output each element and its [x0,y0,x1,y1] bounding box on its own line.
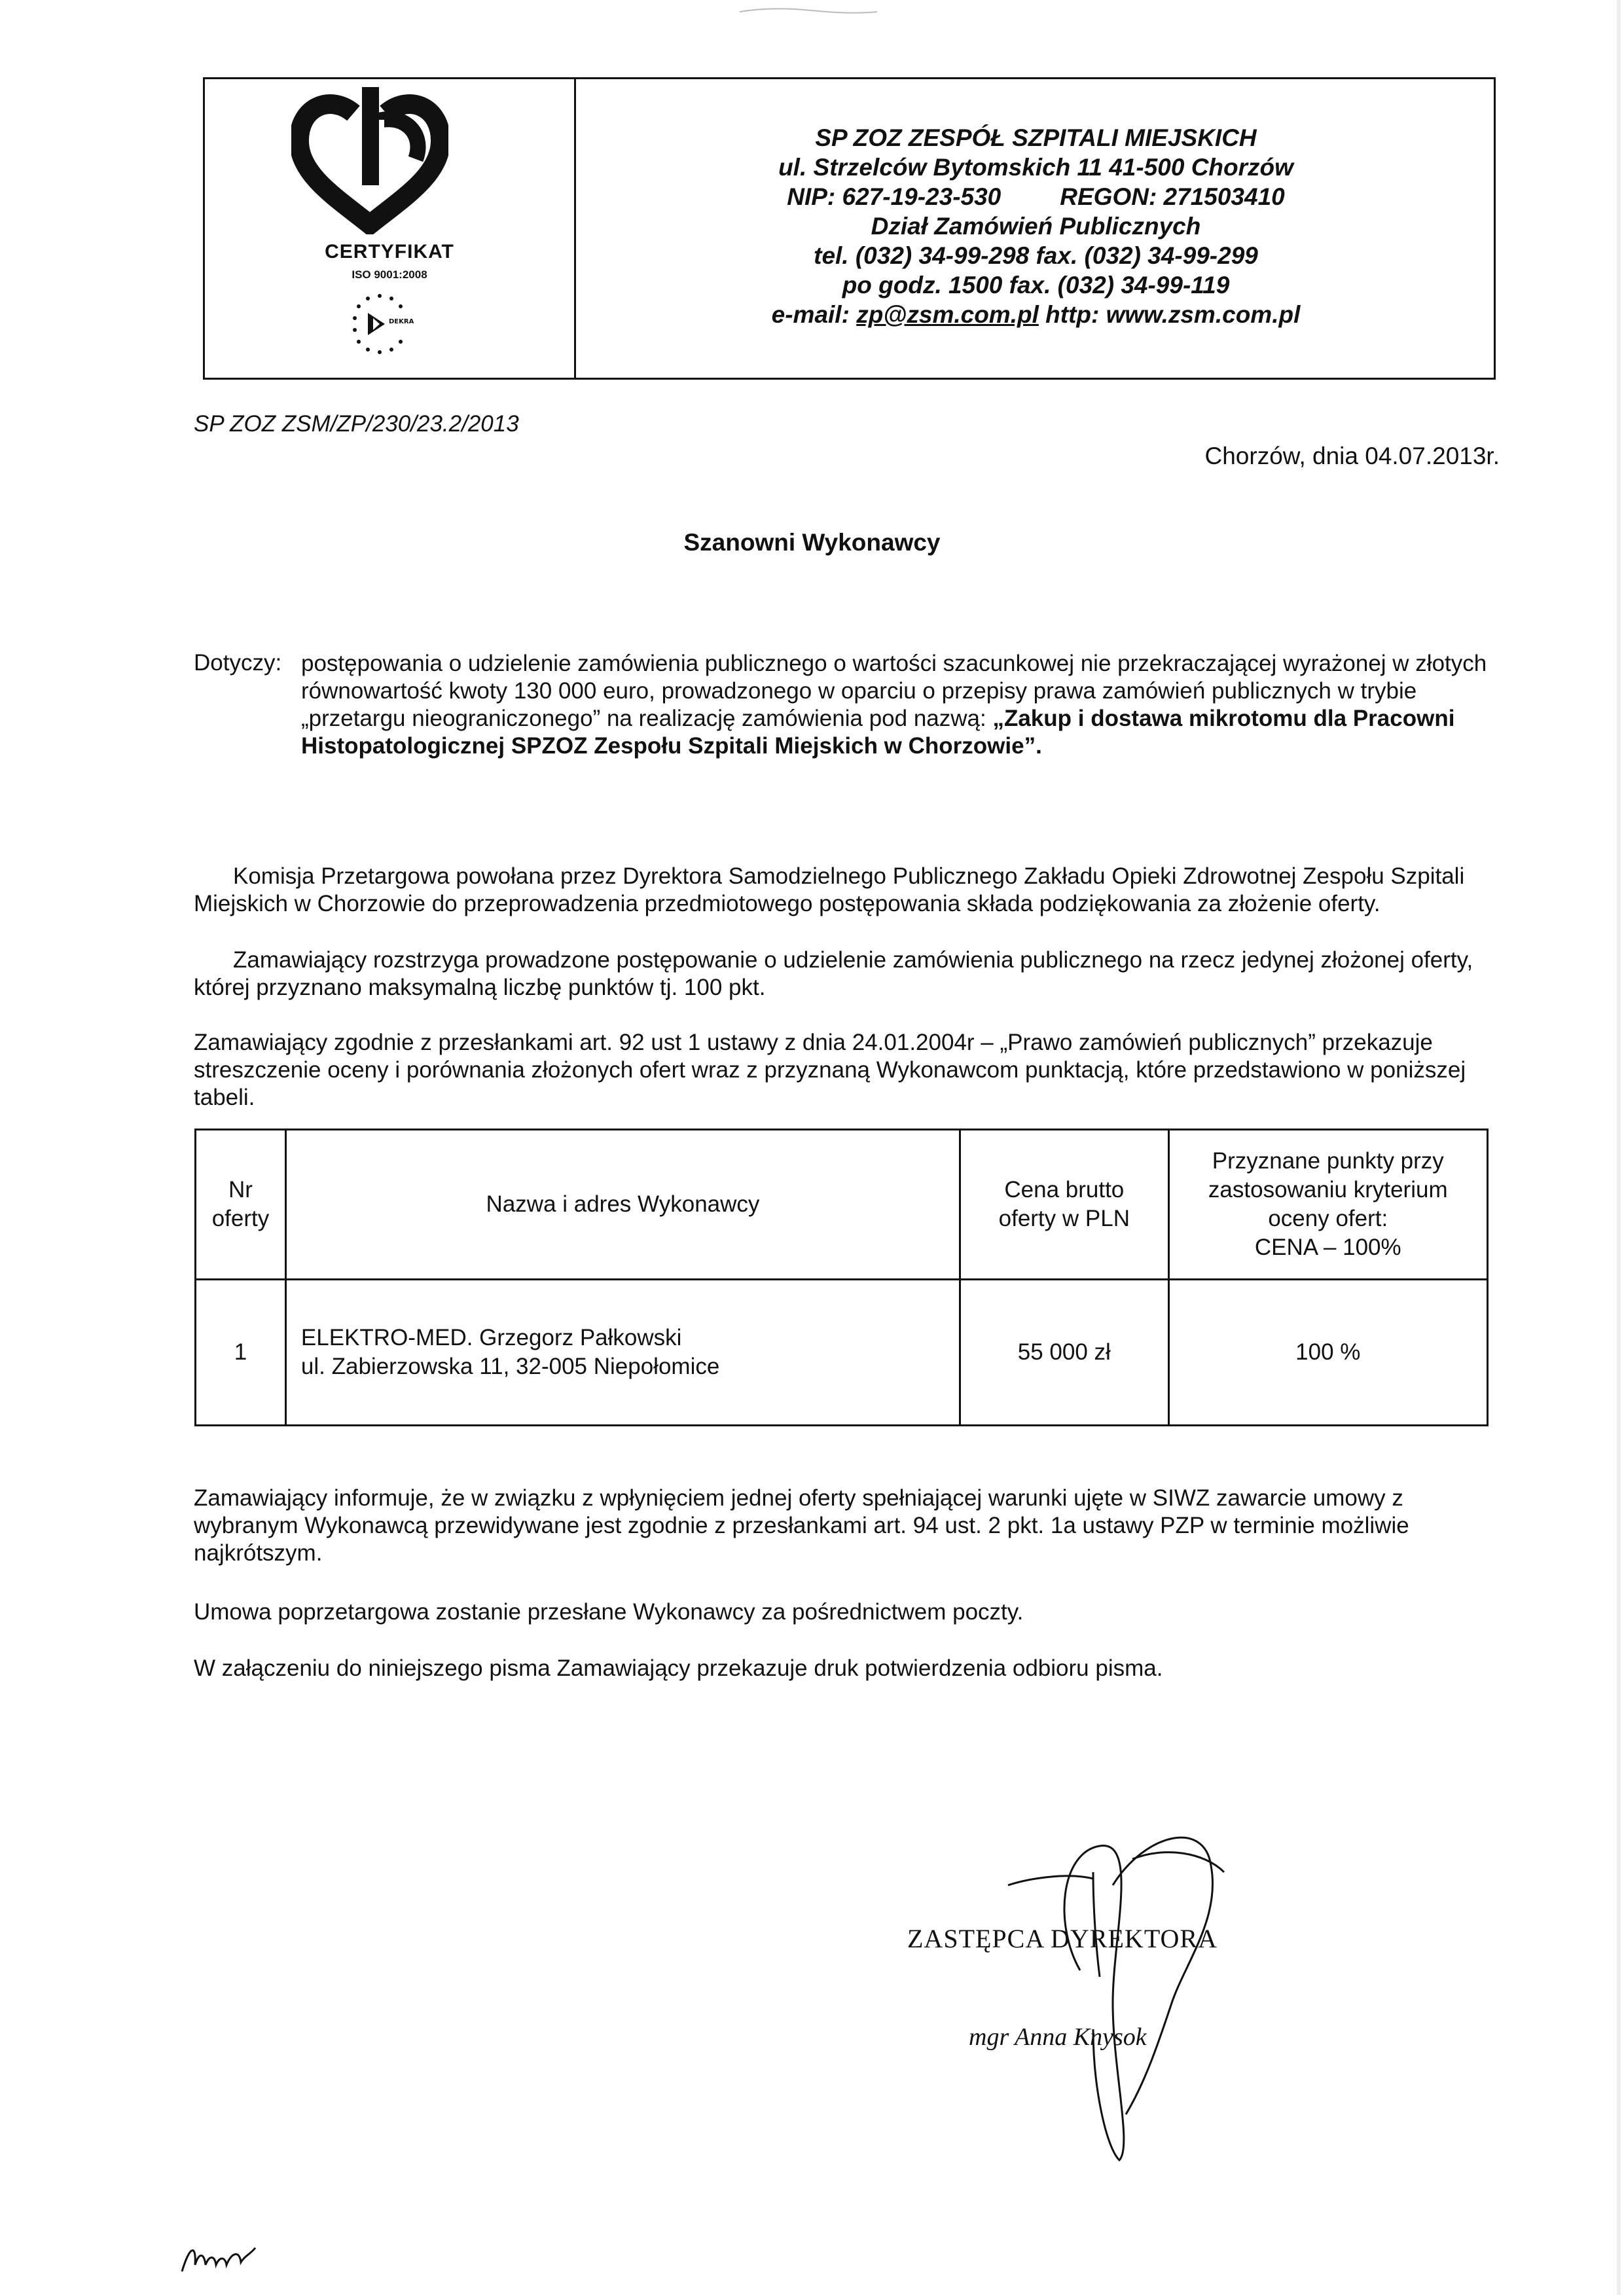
dekra-certification-icon [340,288,419,360]
header-price: Cena brutto oferty w PLN [960,1130,1169,1280]
scan-mark [733,4,929,17]
institution-address: ul. Strzelców Bytomskich 11 41-500 Chorzów [778,154,1293,181]
phone-fax: tel. (032) 34-99-298 fax. (032) 34-99-299 [814,242,1258,269]
subject-title: „Zakup i dostawa mikrotomu dla Pracowni Histopatologicznej SPZOZ Zespołu Szpitali Miejskich w Chorzowie”. [301,706,1455,759]
dekra-label: DEKRA [389,318,414,325]
paragraph-commission: Komisja Przetargowa powołana przez Dyrektora Samodzielnego Publicznego Zakładu Opieki Zdrowotnej Zespołu Szpitali Miejskich w Chorzowie do przeprowadzenia przedmiotowego postępowania składa podziękowania za złożenie oferty. [194,863,1465,916]
contractor-cell [285,1280,960,1426]
email-link[interactable]: zp@zsm.com.pl [856,301,1039,328]
regon-number: REGON: 271503410 [1060,183,1285,210]
paragraph-attachment: W załączeniu do niniejszego pisma Zamawiający przekazuje druk potwierdzenia odbioru pisma. [194,1655,1163,1681]
email-label: e-mail: [771,301,850,328]
header-offer-number: Nr oferty [196,1130,286,1280]
scan-edge [1617,0,1621,2295]
contact-line [576,300,1496,329]
subject-body: postępowania o udzielenie zamówienia publicznego o wartości szacunkowej nie przekraczającej wyrażonej w złotych równowartość kwoty 130 000 euro, prowadzonego w oparciu o przepisy prawa zamówień publicznych w trybie „przetargu nieograniczonego” na realizację zamówienia pod nazwą: [301,651,1487,731]
header-contractor: Nazwa i adres Wykonawcy [285,1130,960,1280]
reference-number: SP ZOZ ZSM/ZP/230/23.2/2013 [194,411,519,437]
certificate-label: CERTYFIKAT [325,241,454,262]
contractor-name: ELEKTRO-MED. Grzegorz Pałkowski [300,1325,682,1350]
paragraph-summary: Zamawiający zgodnie z przesłankami art. 92 ust 1 ustawy z dnia 24.01.2004r – „Prawo zamówień publicznych” przekazuje streszczenie oceny i porównania złożonych ofert wraz z przyznaną Wykonawcom punktacją, które przedstawiono w poniższej tabeli. [194,1030,1466,1110]
table-row [196,1280,1488,1426]
handwritten-initials-icon [177,2239,262,2278]
paragraph-decision: Zamawiający rozstrzyga prowadzone postępowanie o udzielenie zamówienia publicznego na rzecz jedynej złożonej oferty, której przyznano maksymalną liczbę punktów tj. 100 pkt. [194,947,1473,1000]
offer-number: 1 [196,1280,286,1426]
paragraph-contract: Zamawiający informuje, że w związku z wpłynięciem jednej oferty spełniającej warunki ujęte w SIWZ zawarcie umowy z wybranym Wykonawcą przewidywane jest zgodnie z przesłankami art. 94 ust. 2 pkt. 1a ustawy PZP w terminie możliwie najkrótszym. [194,1485,1409,1566]
hospital-heart-logo-icon [291,84,448,234]
http-label: http: [1045,301,1100,328]
subject-label: Dotyczy: [194,650,282,676]
place-date: Chorzów, dnia 04.07.2013r. [1204,443,1500,469]
tax-ids [576,182,1496,211]
iso-label: ISO 9001:2008 [352,268,427,281]
header-points: Przyznane punkty przy zastosowaniu kryterium oceny ofert: CENA – 100% [1168,1130,1487,1280]
offer-price: 55 000 zł [960,1280,1169,1426]
offers-table [194,1129,1489,1426]
signatory-name: mgr Anna Knysok [969,2023,1147,2051]
after-hours-fax: po godz. 1500 fax. (032) 34-99-119 [842,272,1230,298]
website-link[interactable]: www.zsm.com.pl [1106,301,1301,328]
subject-text [301,650,1492,760]
department-name: Dział Zamówień Publicznych [871,213,1201,240]
nip-number: NIP: 627-19-23-530 [787,183,1001,210]
offer-points: 100 % [1168,1280,1487,1426]
handwritten-signature-icon [897,1807,1290,2173]
salutation: Szanowni Wykonawcy [683,529,941,556]
contractor-address: ul. Zabierzowska 11, 32-005 Niepołomice [300,1354,720,1379]
institution-name: SP ZOZ ZESPÓŁ SZPITALI MIEJSKICH [815,124,1257,151]
table-header-row [196,1130,1488,1280]
signatory-title: ZASTĘPCA DYREKTORA [907,1924,1218,1953]
paragraph-mailing: Umowa poprzetargowa zostanie przesłane Wykonawcy za pośrednictwem poczty. [194,1599,1024,1625]
